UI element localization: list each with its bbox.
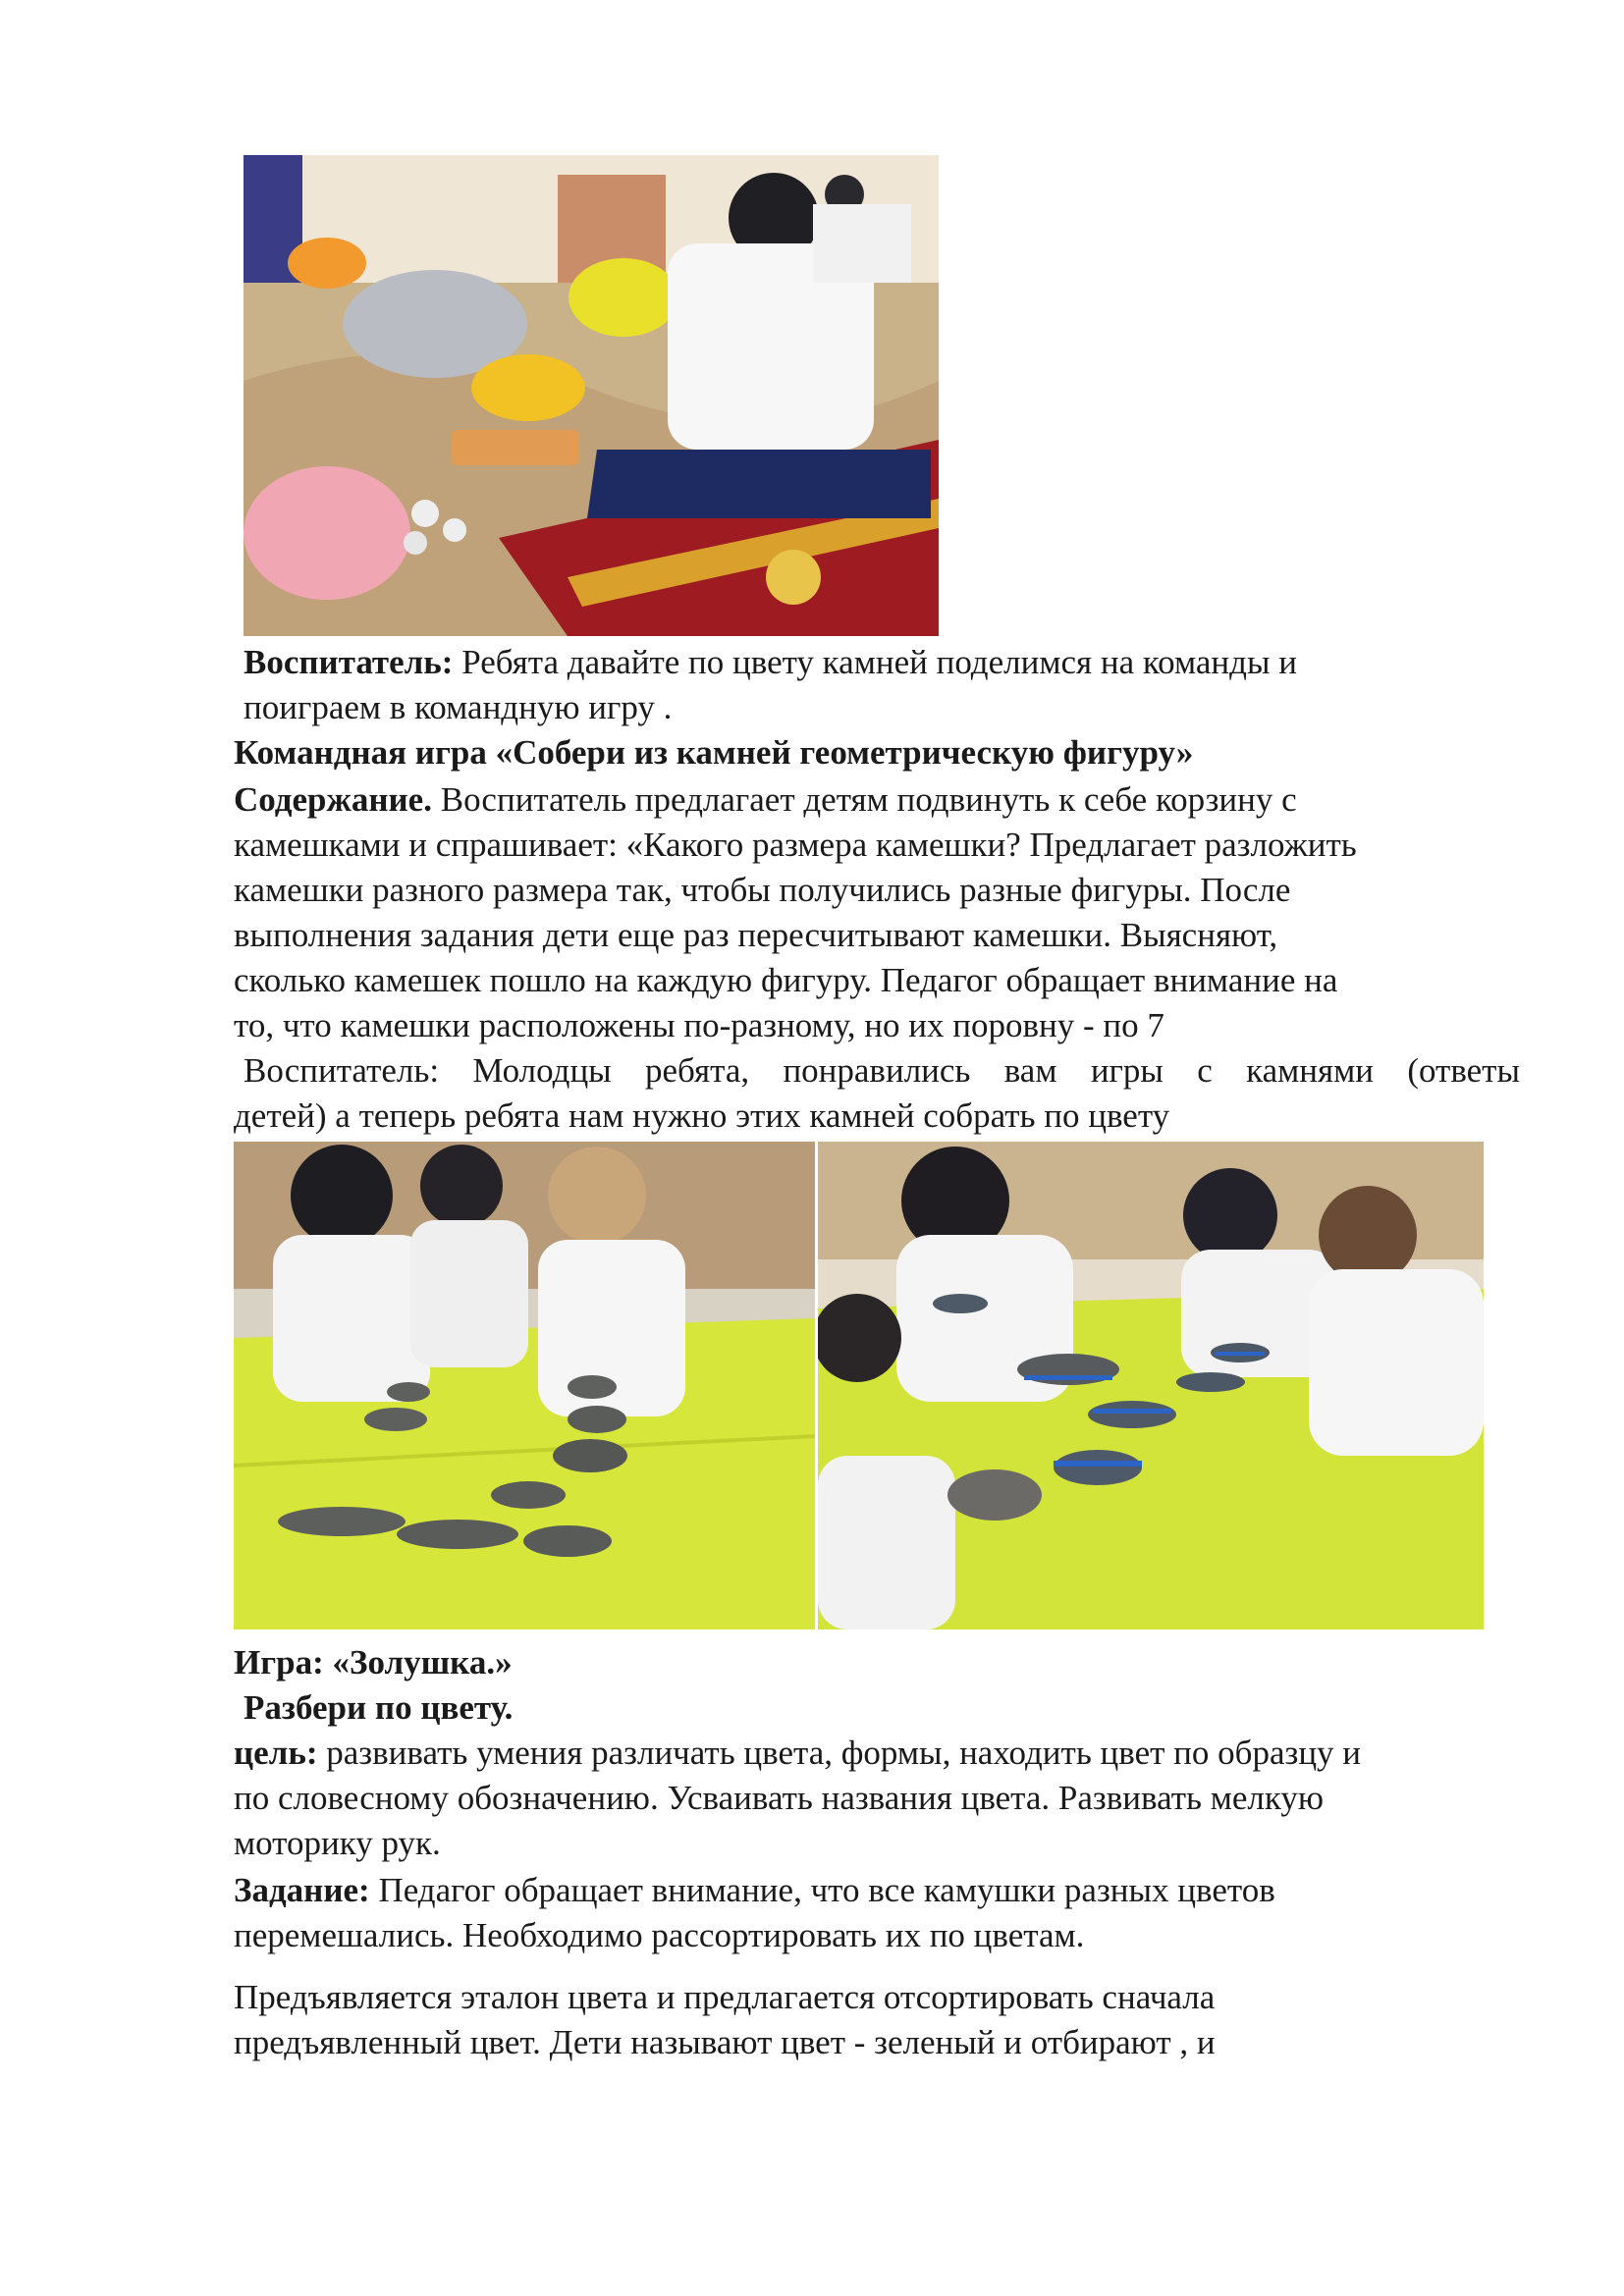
text-line: Содержание. Воспитатель предлагает детям подвинуть к себе корзину с: [234, 780, 1297, 819]
photo-stone-shapes-table: [234, 1142, 815, 1629]
text-line: Воспитатель: Ребята давайте по цвету камней поделимся на команды и: [244, 643, 1297, 681]
text-line: моторику рук.: [234, 1824, 441, 1862]
text-line: поиграем в командную игру .: [244, 688, 673, 726]
text-line: цель: развивать умения различать цвета, формы, находить цвет по образцу и: [234, 1734, 1362, 1772]
text-line: Задание: Педагог обращает внимание, что все камушки разных цветов: [234, 1871, 1275, 1909]
text-line: перемешались. Необходимо рассортировать их по цветам.: [234, 1916, 1085, 1954]
game2-title: Игра: «Золушка.»: [234, 1643, 513, 1682]
text-line: предъявленный цвет. Дети называют цвет - зеленый и отбирают , и: [234, 2023, 1216, 2061]
text-line: детей) а теперь ребята нам нужно этих камней собрать по цвету: [234, 1096, 1170, 1135]
game1-title: Командная игра «Собери из камней геометрическую фигуру»: [234, 733, 1194, 772]
text-line: камешками и спрашивает: «Какого размера камешки? Предлагает разложить: [234, 826, 1357, 864]
text-line: Предъявляется эталон цвета и предлагается отсортировать сначала: [234, 1978, 1216, 2016]
text-line: камешки разного размера так, чтобы получились разные фигуры. После: [234, 871, 1291, 909]
game2-subtitle: Разбери по цвету.: [244, 1688, 514, 1727]
text-line: Воспитатель: Молодцы ребята, понравились вам игры с камнями (ответы: [244, 1051, 1520, 1090]
photo-children-balloons: [244, 155, 939, 636]
text-line: по словесному обозначению. Усваивать названия цвета. Развивать мелкую: [234, 1779, 1325, 1817]
text-line: выполнения задания дети еще раз пересчитывают камешки. Выясняют,: [234, 916, 1278, 954]
text-line: сколько камешек пошло на каждую фигуру. Педагог обращает внимание на: [234, 961, 1338, 999]
photo-sorting-stones-table: [818, 1142, 1484, 1629]
text-line: то, что камешки расположены по-разному, но их поровну - по 7: [234, 1006, 1164, 1044]
